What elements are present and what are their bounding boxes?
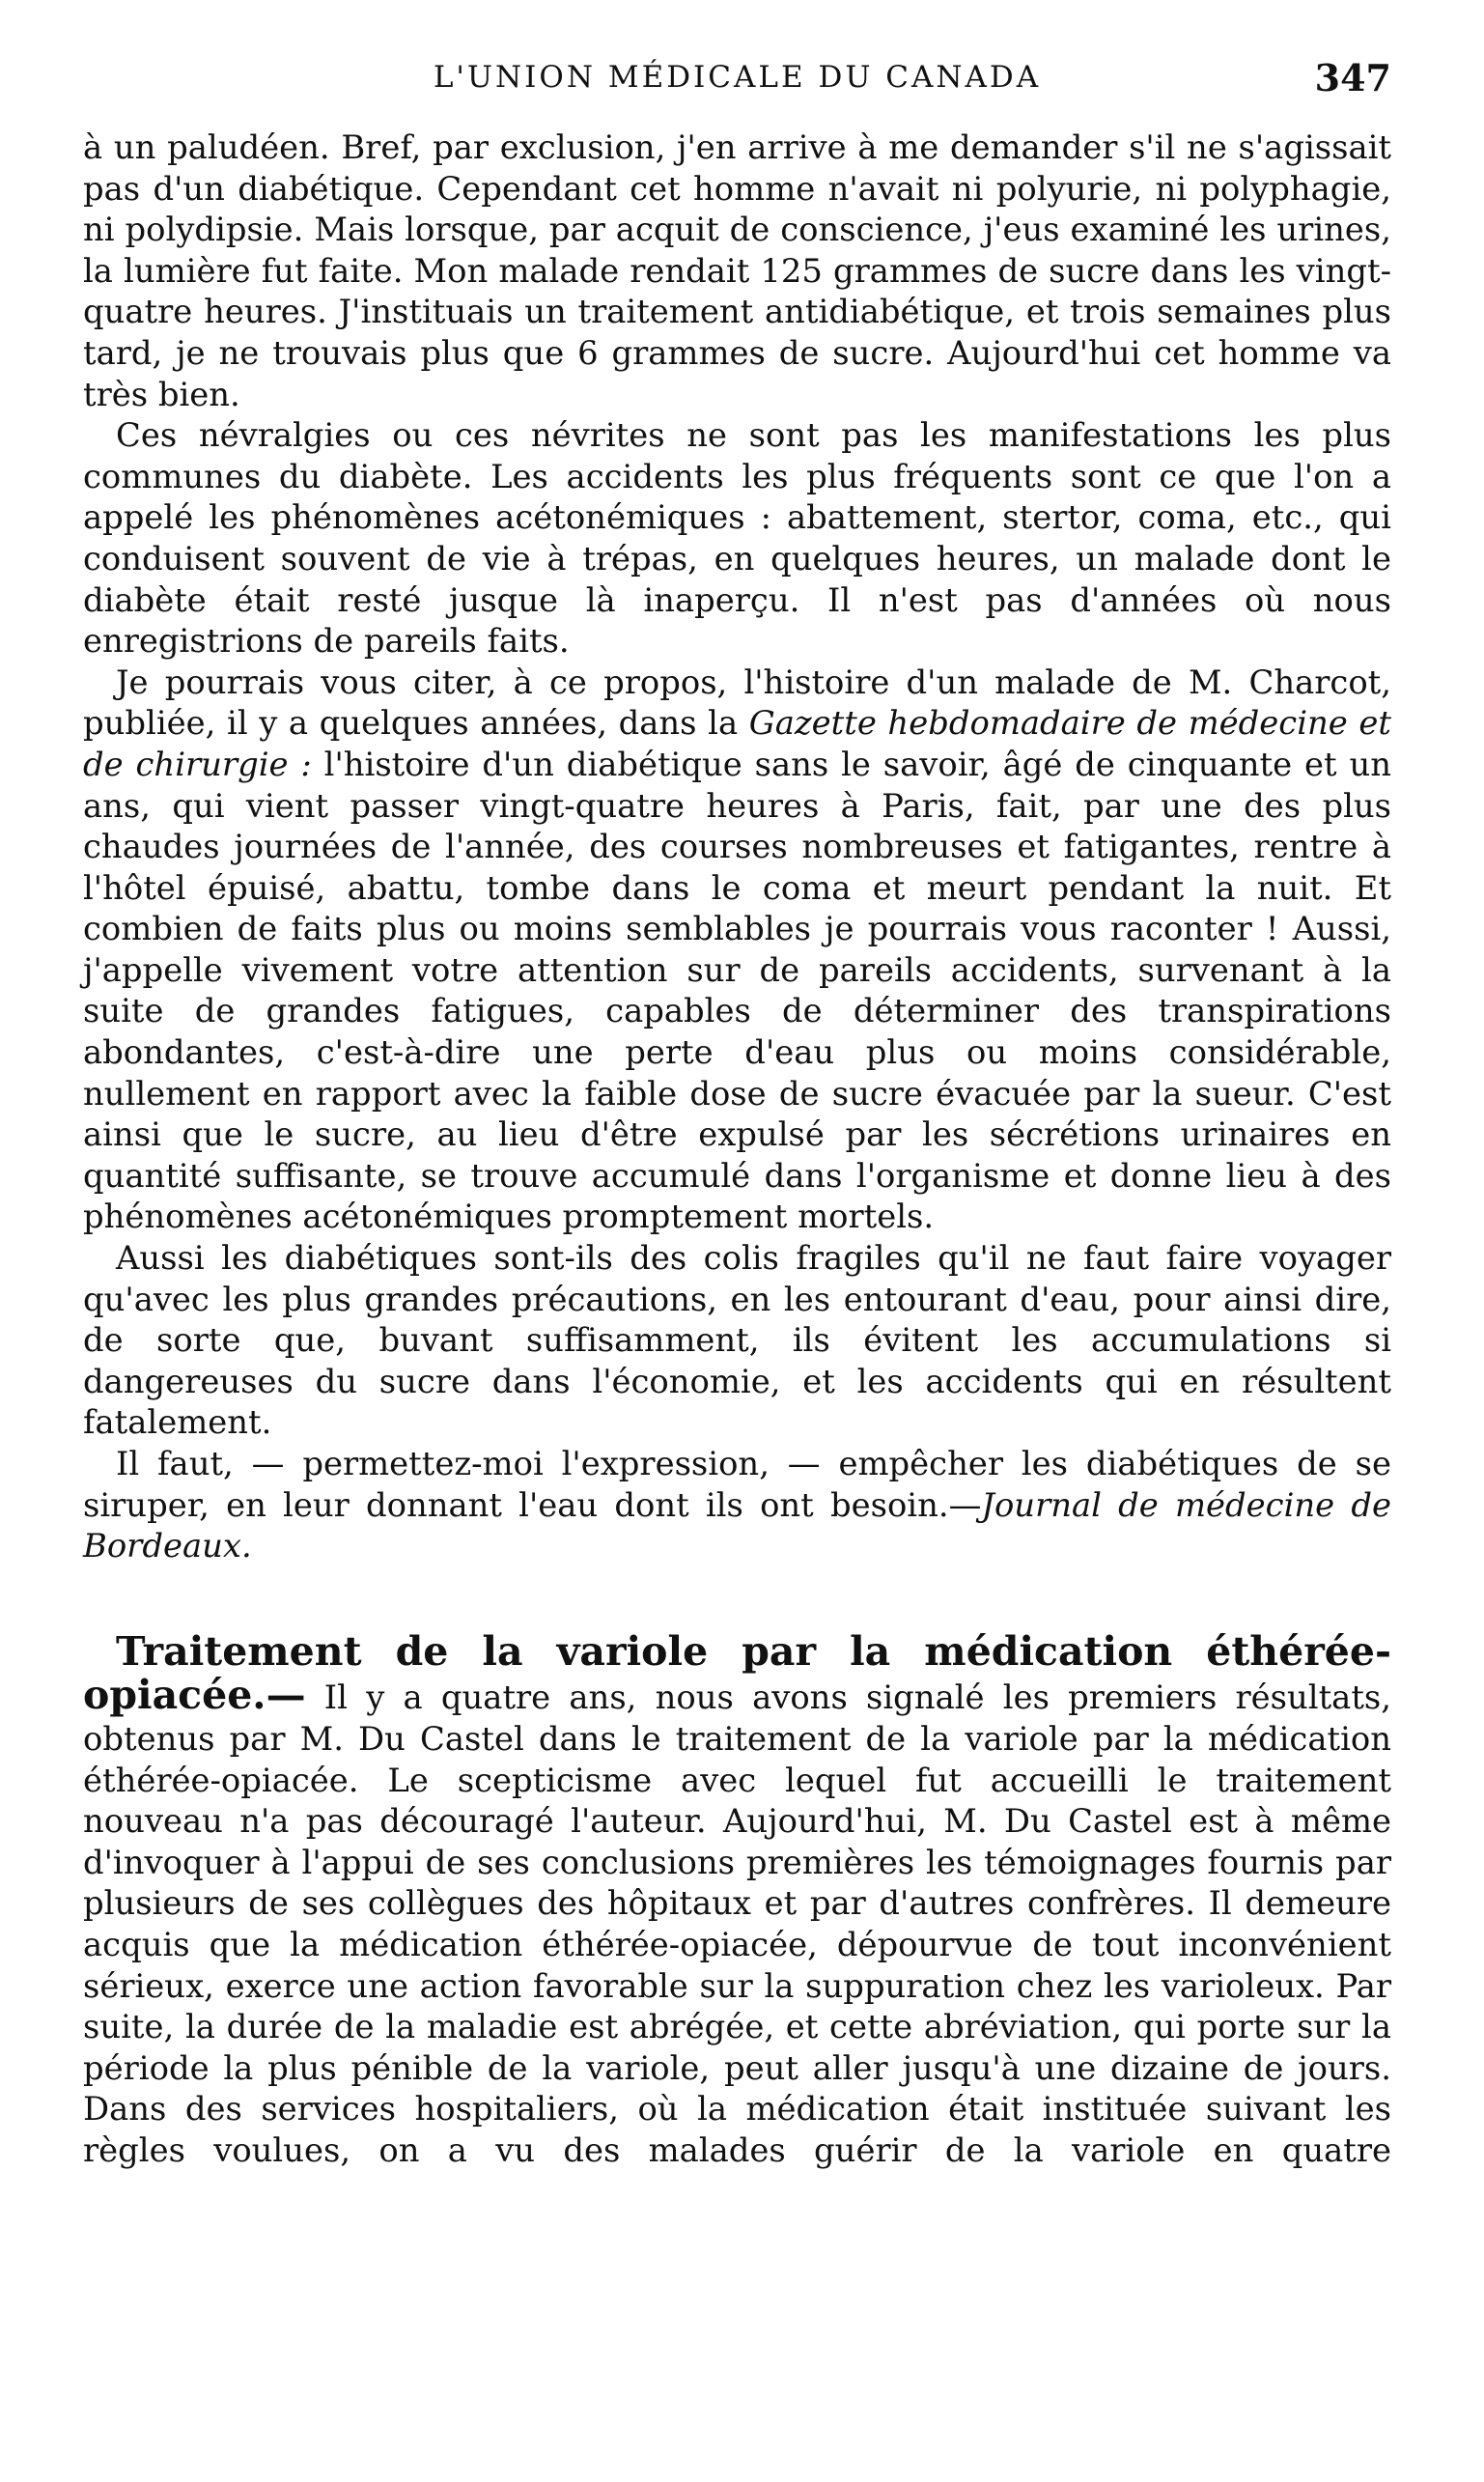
paragraph-2: Ces névralgies ou ces névrites ne sont pas les manifestations les plus communes du diabète. Les accidents les plus fréquents sont ce que l'on a appelé les phénomènes acétonémiques : abattement, stertor, coma, etc., qui conduisent souvent de vie à trépas, en quelques heures, un malade dont le diabète était resté jusque là inaperçu. Il n'est pas d'années où nous enregistrions de pareils faits. (83, 416, 1391, 661)
article-paragraph (83, 1627, 1391, 2172)
source-citation: Journal de médecine de Bordeaux. (83, 1485, 1391, 1565)
article-body: Il y a quatre ans, nous avons signalé les premiers résultats, obtenus par M. Du Castel dans le traitement de la variole par la médication éthérée-opiacée. Le scepticisme avec lequel fut accueilli le traitement nouveau n'a pas découragé l'auteur. Aujourd'hui, M. Du Castel est à même d'invoquer à l'appui de ses conclusions premières les témoignages fournis par plusieurs de ses collègues des hôpitaux et par d'autres confrères. Il demeure acquis que la médication éthérée-opiacée, dépourvue de tout inconvénient sérieux, exerce une action favorable sur la suppuration chez les varioleux. Par suite, la durée de la maladie est abrégée, et cette abréviation, qui porte sur la période la plus pénible de la variole, peut aller jusqu'à une dizaine de jours. Dans des services hospitaliers, où la médication était instituée suivant les règles voulues, on a vu des malades guérir de la variole en quatre (83, 1678, 1391, 2169)
paragraph-1: à un paludéen. Bref, par exclusion, j'en arrive à me demander s'il ne s'agissait pas d'un diabétique. Cependant cet homme n'avait ni polyurie, ni polyphagie, ni polydipsie. Mais lorsque, par acquit de conscience, j'eus examiné les urines, la lumière fut faite. Mon malade rendait 125 grammes de sucre dans les vingt-quatre heures. J'instituais un traitement antidiabétique, et trois semaines plus tard, je ne trouvais plus que 6 grammes de sucre. Aujourd'hui cet homme va très bien. (83, 128, 1391, 413)
page-number: 347 (1314, 56, 1391, 99)
article-title: Traitement de la variole par la médication éthérée-opiacée.— (83, 1627, 1391, 1719)
paragraph-3-text-start: Je pourrais vous citer, à ce propos, l'histoire d'un malade de M. Charcot, publiée, il y a quelques années, dans la (83, 663, 1391, 743)
journal-title-gazette: Gazette hebdomadaire de médecine et de chirurgie : (83, 704, 1391, 783)
running-head (83, 56, 1391, 108)
running-title: L'UNION MÉDICALE DU CANADA (433, 60, 1042, 95)
section-spacer (83, 1567, 1391, 1631)
paragraph-3-text-end: l'histoire d'un diabétique sans le savoir, âgé de cinquante et un ans, qui vient passer vingt-quatre heures à Paris, fait, par une des plus chaudes journées de l'année, des courses nombreuses et fatigantes, rentre à l'hôtel épuisé, abattu, tombe dans le coma et meurt pendant la nuit. Et combien de faits plus ou moins semblables je pourrais vous raconter ! Aussi, j'appelle vivement votre attention sur de pareils accidents, survenant à la suite de grandes fatigues, capables de déterminer des transpirations abondantes, c'est-à-dire une perte d'eau plus ou moins considérable, nullement en rapport avec la faible dose de sucre évacuée par la sueur. C'est ainsi que le sucre, au lieu d'être expulsé par les sécrétions urinaires en quantité suffisante, se trouve accumulé dans l'organisme et donne lieu à des phénomènes acétonémiques promptement mortels. (83, 745, 1391, 1236)
paragraph-5 (83, 1444, 1391, 1567)
paragraph-5-text: Il faut, — permettez-moi l'expression, — empêcher les diabétiques de se siruper, en leur donnant l'eau dont ils ont besoin.— (83, 1445, 1391, 1524)
paragraph-4: Aussi les diabétiques sont-ils des colis fragiles qu'il ne faut faire voyager qu'avec les plus grandes précautions, en les entourant d'eau, pour ainsi dire, de sorte que, buvant suffisamment, ils évitent les accumulations si dangereuses du sucre dans l'économie, et les accidents qui en résultent fatalement. (83, 1239, 1391, 1442)
paragraph-3 (83, 663, 1391, 1238)
